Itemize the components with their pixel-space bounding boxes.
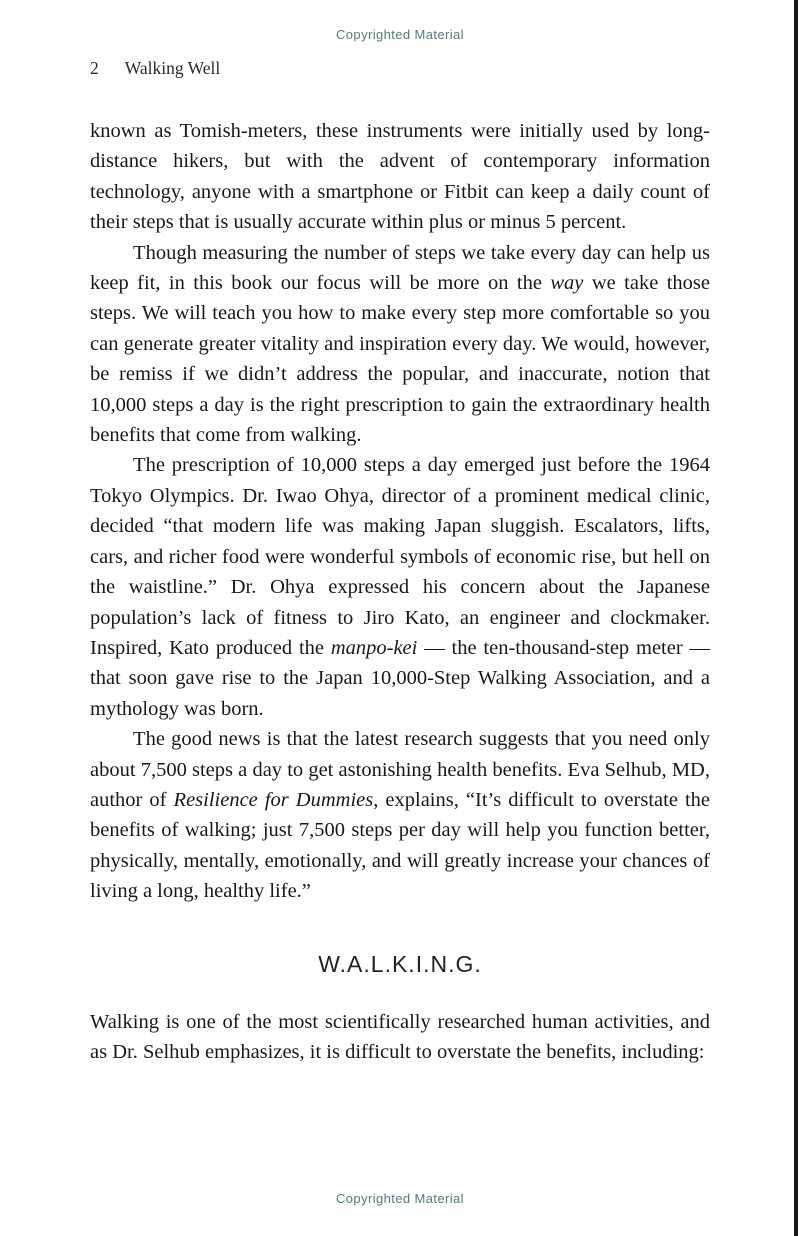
text-run: The good news is that the latest research suggests that you need only about 7,500 steps a day to get astonishing health benefits. Eva Selhub, MD, author of <box>90 728 710 811</box>
copyright-notice-bottom: Copyrighted Material <box>336 1191 464 1206</box>
running-header <box>90 58 710 79</box>
page-edge-line <box>794 0 798 1236</box>
text-run: , explains, “It’s difficult to overstate the benefits of walking; just 7,500 steps per day will help you function better, physically, mentally, emotionally, and will greatly increase your chances of living a long, healthy life.” <box>90 788 711 903</box>
text-run: Though measuring the number of steps we take every day can help us keep fit, in this book our focus will be more on the <box>90 241 710 295</box>
section-heading-walking: W.A.L.K.I.N.G. <box>318 950 482 977</box>
text-run: Walking is one of the most scientifically researched human activities, and as Dr. Selhub emphasizes, it is difficult to overstate the benefits, including: <box>90 1010 710 1064</box>
italic-text-run: way <box>550 272 584 295</box>
italic-text-run: Resilience for Dummies <box>173 788 374 811</box>
body-text <box>90 116 710 1068</box>
paragraph-4 <box>90 724 710 906</box>
page-number: 2 <box>90 58 99 78</box>
text-run: we take those steps. We will teach you how to make every step more comfortable so you can generate greater vitality and inspiration every day. We would, however, be remiss if we didn’t address the popular, and inaccurate, notion that 10,000 steps a day is the right prescription to gain the extraordinary health benefits that come from walking. <box>90 272 710 447</box>
italic-text-run: manpo-kei <box>330 636 418 659</box>
paragraph-5 <box>90 1007 710 1068</box>
text-run: — the ten-thousand-step meter — that soon gave rise to the Japan 10,000-Step Walking Association, and a mythology was born. <box>90 636 711 720</box>
copyright-notice-top: Copyrighted Material <box>336 27 464 42</box>
paragraph-3 <box>90 450 710 724</box>
text-run: The prescription of 10,000 steps a day emerged just before the 1964 Tokyo Olympics. Dr. Iwao Ohya, director of a prominent medical clinic, decided “that modern life was making Japan sluggish. Escalators, lifts, cars, and richer food were wonderful symbols of economic rise, but hell on the waistline.” Dr. Ohya expressed his concern about the Japanese population’s lack of fitness to Jiro Kato, an engineer and clockmaker. Inspired, Kato produced the <box>90 454 710 659</box>
paragraph-2 <box>90 238 710 451</box>
paragraph-1 <box>90 116 710 238</box>
text-run: known as Tomish-meters, these instruments were initially used by long-distance hikers, but with the advent of contemporary information technology, anyone with a smartphone or Fitbit can keep a daily count of their steps that is usually accurate within plus or minus 5 percent. <box>90 120 710 234</box>
running-title: Walking Well <box>124 58 221 78</box>
